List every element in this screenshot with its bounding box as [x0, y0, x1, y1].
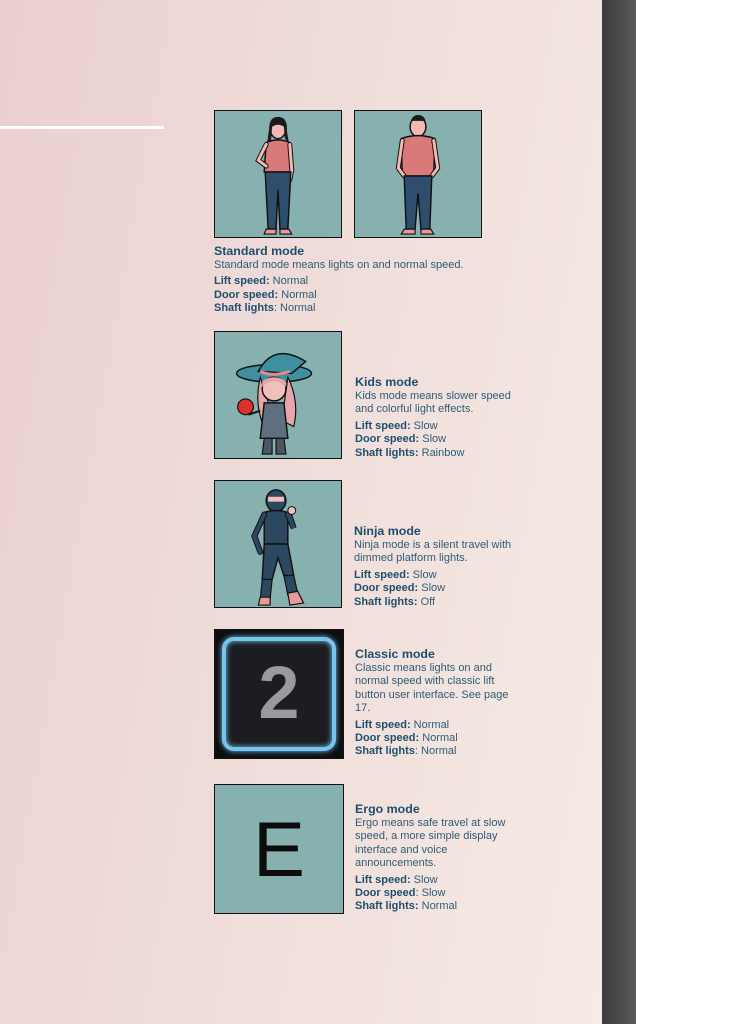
spec-label: Shaft lights [355, 745, 415, 758]
lift-button-frame [222, 637, 336, 751]
mode-title: Kids mode [355, 375, 419, 389]
classic-mode-text [355, 647, 515, 759]
spec-shaft-lights [214, 302, 514, 315]
spec-shaft-lights [355, 447, 527, 460]
spec-value: Slow [418, 582, 446, 595]
spec-label: Shaft lights: [355, 446, 419, 459]
lift-button-number: 2 [258, 651, 300, 734]
spec-label: Door speed: [214, 288, 279, 301]
spec-label: Door speed: [355, 433, 420, 446]
spec-value: Rainbow [418, 446, 465, 459]
spec-value: Slow [409, 568, 437, 581]
spec-value: Normal [278, 288, 317, 301]
standard-woman-illustration [214, 110, 342, 238]
spec-value: Off [417, 595, 436, 608]
ninja-illustration [214, 480, 342, 608]
spec-label: Shaft lights: [354, 595, 418, 608]
mode-description: Standard mode means lights on and normal speed. [214, 259, 464, 271]
spec-door-speed [355, 887, 515, 900]
spec-value: Normal [410, 718, 450, 731]
spec-value: Normal [419, 732, 458, 745]
spec-shaft-lights [355, 745, 515, 758]
spec-value: Slow [419, 433, 447, 446]
spec-door-speed [355, 732, 515, 745]
spec-door-speed [214, 289, 514, 302]
facing-page-edge [636, 0, 732, 1024]
spec-label: Lift speed: [355, 419, 411, 432]
page-spine-shadow [602, 0, 636, 1024]
spec-label: Lift speed: [355, 718, 411, 731]
spec-label: Door speed [355, 887, 416, 900]
standard-man-illustration [354, 110, 482, 238]
kids-witch-illustration [214, 331, 342, 459]
spec-value: : Slow [415, 887, 446, 900]
mode-description: Kids mode means slower speed and colorful light effects. [355, 390, 511, 416]
spec-value: : Normal [273, 302, 316, 315]
spec-value: Slow [410, 419, 438, 432]
spec-label: Lift speed: [354, 568, 410, 581]
spec-value: Normal [269, 275, 309, 288]
spec-lift-speed [355, 874, 515, 887]
spec-label: Shaft lights [214, 302, 274, 315]
spec-label: Door speed: [354, 582, 419, 595]
decorative-rule [0, 126, 164, 129]
classic-lift-button-image [214, 629, 344, 759]
spec-shaft-lights [354, 596, 530, 609]
spec-label: Shaft lights: [355, 900, 419, 913]
mode-description: Ninja mode is a silent travel with dimmed platform lights. [354, 539, 512, 565]
ergo-mode-text [355, 802, 515, 914]
ergo-display-letter: E [252, 805, 306, 893]
spec-lift-speed [355, 719, 515, 732]
ergo-display-image [214, 784, 344, 914]
ninja-mode-text [354, 524, 530, 609]
mode-title: Ergo mode [355, 802, 420, 816]
spec-lift-speed [354, 569, 530, 582]
spec-label: Lift speed: [355, 873, 411, 886]
spec-value: : Normal [414, 745, 457, 758]
mode-description: Classic means lights on and normal speed with classic lift button user interface. See page 17. [355, 662, 509, 715]
mode-title: Ninja mode [354, 524, 421, 538]
spec-lift-speed [214, 275, 514, 288]
spec-lift-speed [355, 420, 527, 433]
spec-shaft-lights [355, 900, 515, 913]
kids-mode-text [355, 375, 527, 460]
spec-door-speed [354, 582, 530, 595]
mode-title: Standard mode [214, 244, 305, 258]
spec-label: Lift speed: [214, 275, 270, 288]
spec-value: Slow [410, 873, 438, 886]
spec-label: Door speed: [355, 732, 420, 745]
mode-description: Ergo means safe travel at slow speed, a more simple display interface and voice announcements. [355, 817, 506, 870]
spec-door-speed [355, 433, 527, 446]
standard-mode-text [214, 244, 514, 316]
mode-title: Classic mode [355, 647, 435, 661]
spec-value: Normal [418, 900, 458, 913]
